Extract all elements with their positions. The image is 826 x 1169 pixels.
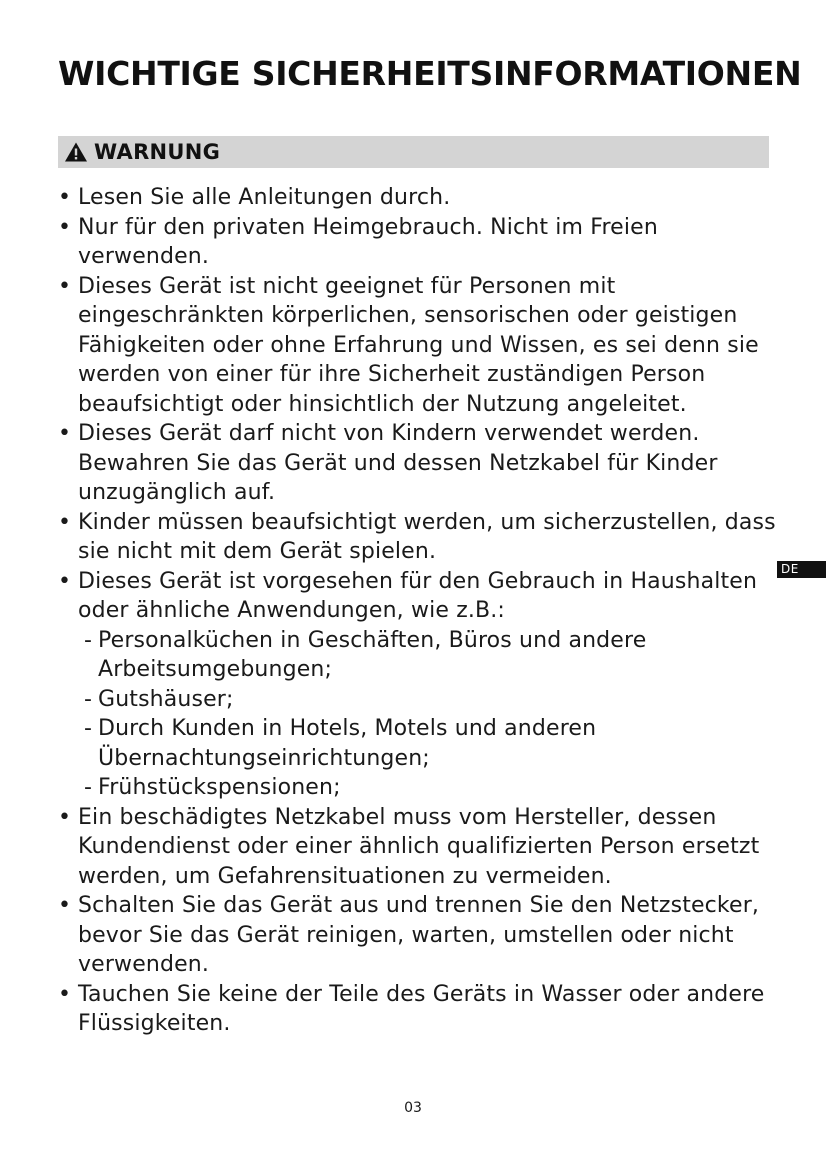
sub-list-item: - Gutshäuser; — [78, 685, 778, 715]
language-tab: DE — [777, 561, 826, 578]
list-item: • Ein beschädigtes Netzkabel muss vom Hersteller, dessen Kundendienst oder einer ähnlich qualifizierten Person ersetzt werden, um Gefahrensituationen zu vermeiden. — [58, 803, 778, 892]
page-number: 03 — [404, 1100, 422, 1116]
page-title: WICHTIGE SICHERHEITSINFORMATIONEN — [58, 54, 802, 93]
list-item-with-subitems — [58, 567, 778, 803]
list-item: • Dieses Gerät ist nicht geeignet für Personen mit eingeschränkten körperlichen, sensorischen oder geistigen Fähigkeiten oder ohne Erfahrung und Wissen, es sei denn sie werden von einer für ihre Sicherheit zuständigen Person beaufsichtigt oder hinsichtlich der Nutzung angeleitet. — [58, 272, 778, 420]
safety-instructions-list — [58, 183, 778, 1039]
list-item: • Lesen Sie alle Anleitungen durch. — [58, 183, 778, 213]
sub-list-item: - Personalküchen in Geschäften, Büros und andere Arbeitsumgebungen; — [78, 626, 778, 685]
list-item-text: Dieses Gerät ist vorgesehen für den Gebrauch in Haushalten oder ähnliche Anwendungen, wie z.B.: — [78, 568, 758, 623]
sub-list — [78, 626, 778, 803]
list-item: • Kinder müssen beaufsichtigt werden, um sicherzustellen, dass sie nicht mit dem Gerät spielen. — [58, 508, 778, 567]
sub-list-item: - Frühstückspensionen; — [78, 773, 778, 803]
warning-banner — [58, 136, 769, 168]
list-item: • Schalten Sie das Gerät aus und trennen Sie den Netzstecker, bevor Sie das Gerät reinigen, warten, umstellen oder nicht verwenden. — [58, 891, 778, 980]
list-item: • Nur für den privaten Heimgebrauch. Nicht im Freien verwenden. — [58, 213, 778, 272]
list-item: • Dieses Gerät darf nicht von Kindern verwendet werden. Bewahren Sie das Gerät und dessen Netzkabel für Kinder unzugänglich auf. — [58, 419, 778, 508]
list-item: • Tauchen Sie keine der Teile des Geräts in Wasser oder andere Flüssigkeiten. — [58, 980, 778, 1039]
warning-triangle-icon — [64, 141, 88, 163]
warning-label: WARNUNG — [94, 140, 221, 164]
sub-list-item: - Durch Kunden in Hotels, Motels und anderen Übernachtungseinrichtungen; — [78, 714, 778, 773]
